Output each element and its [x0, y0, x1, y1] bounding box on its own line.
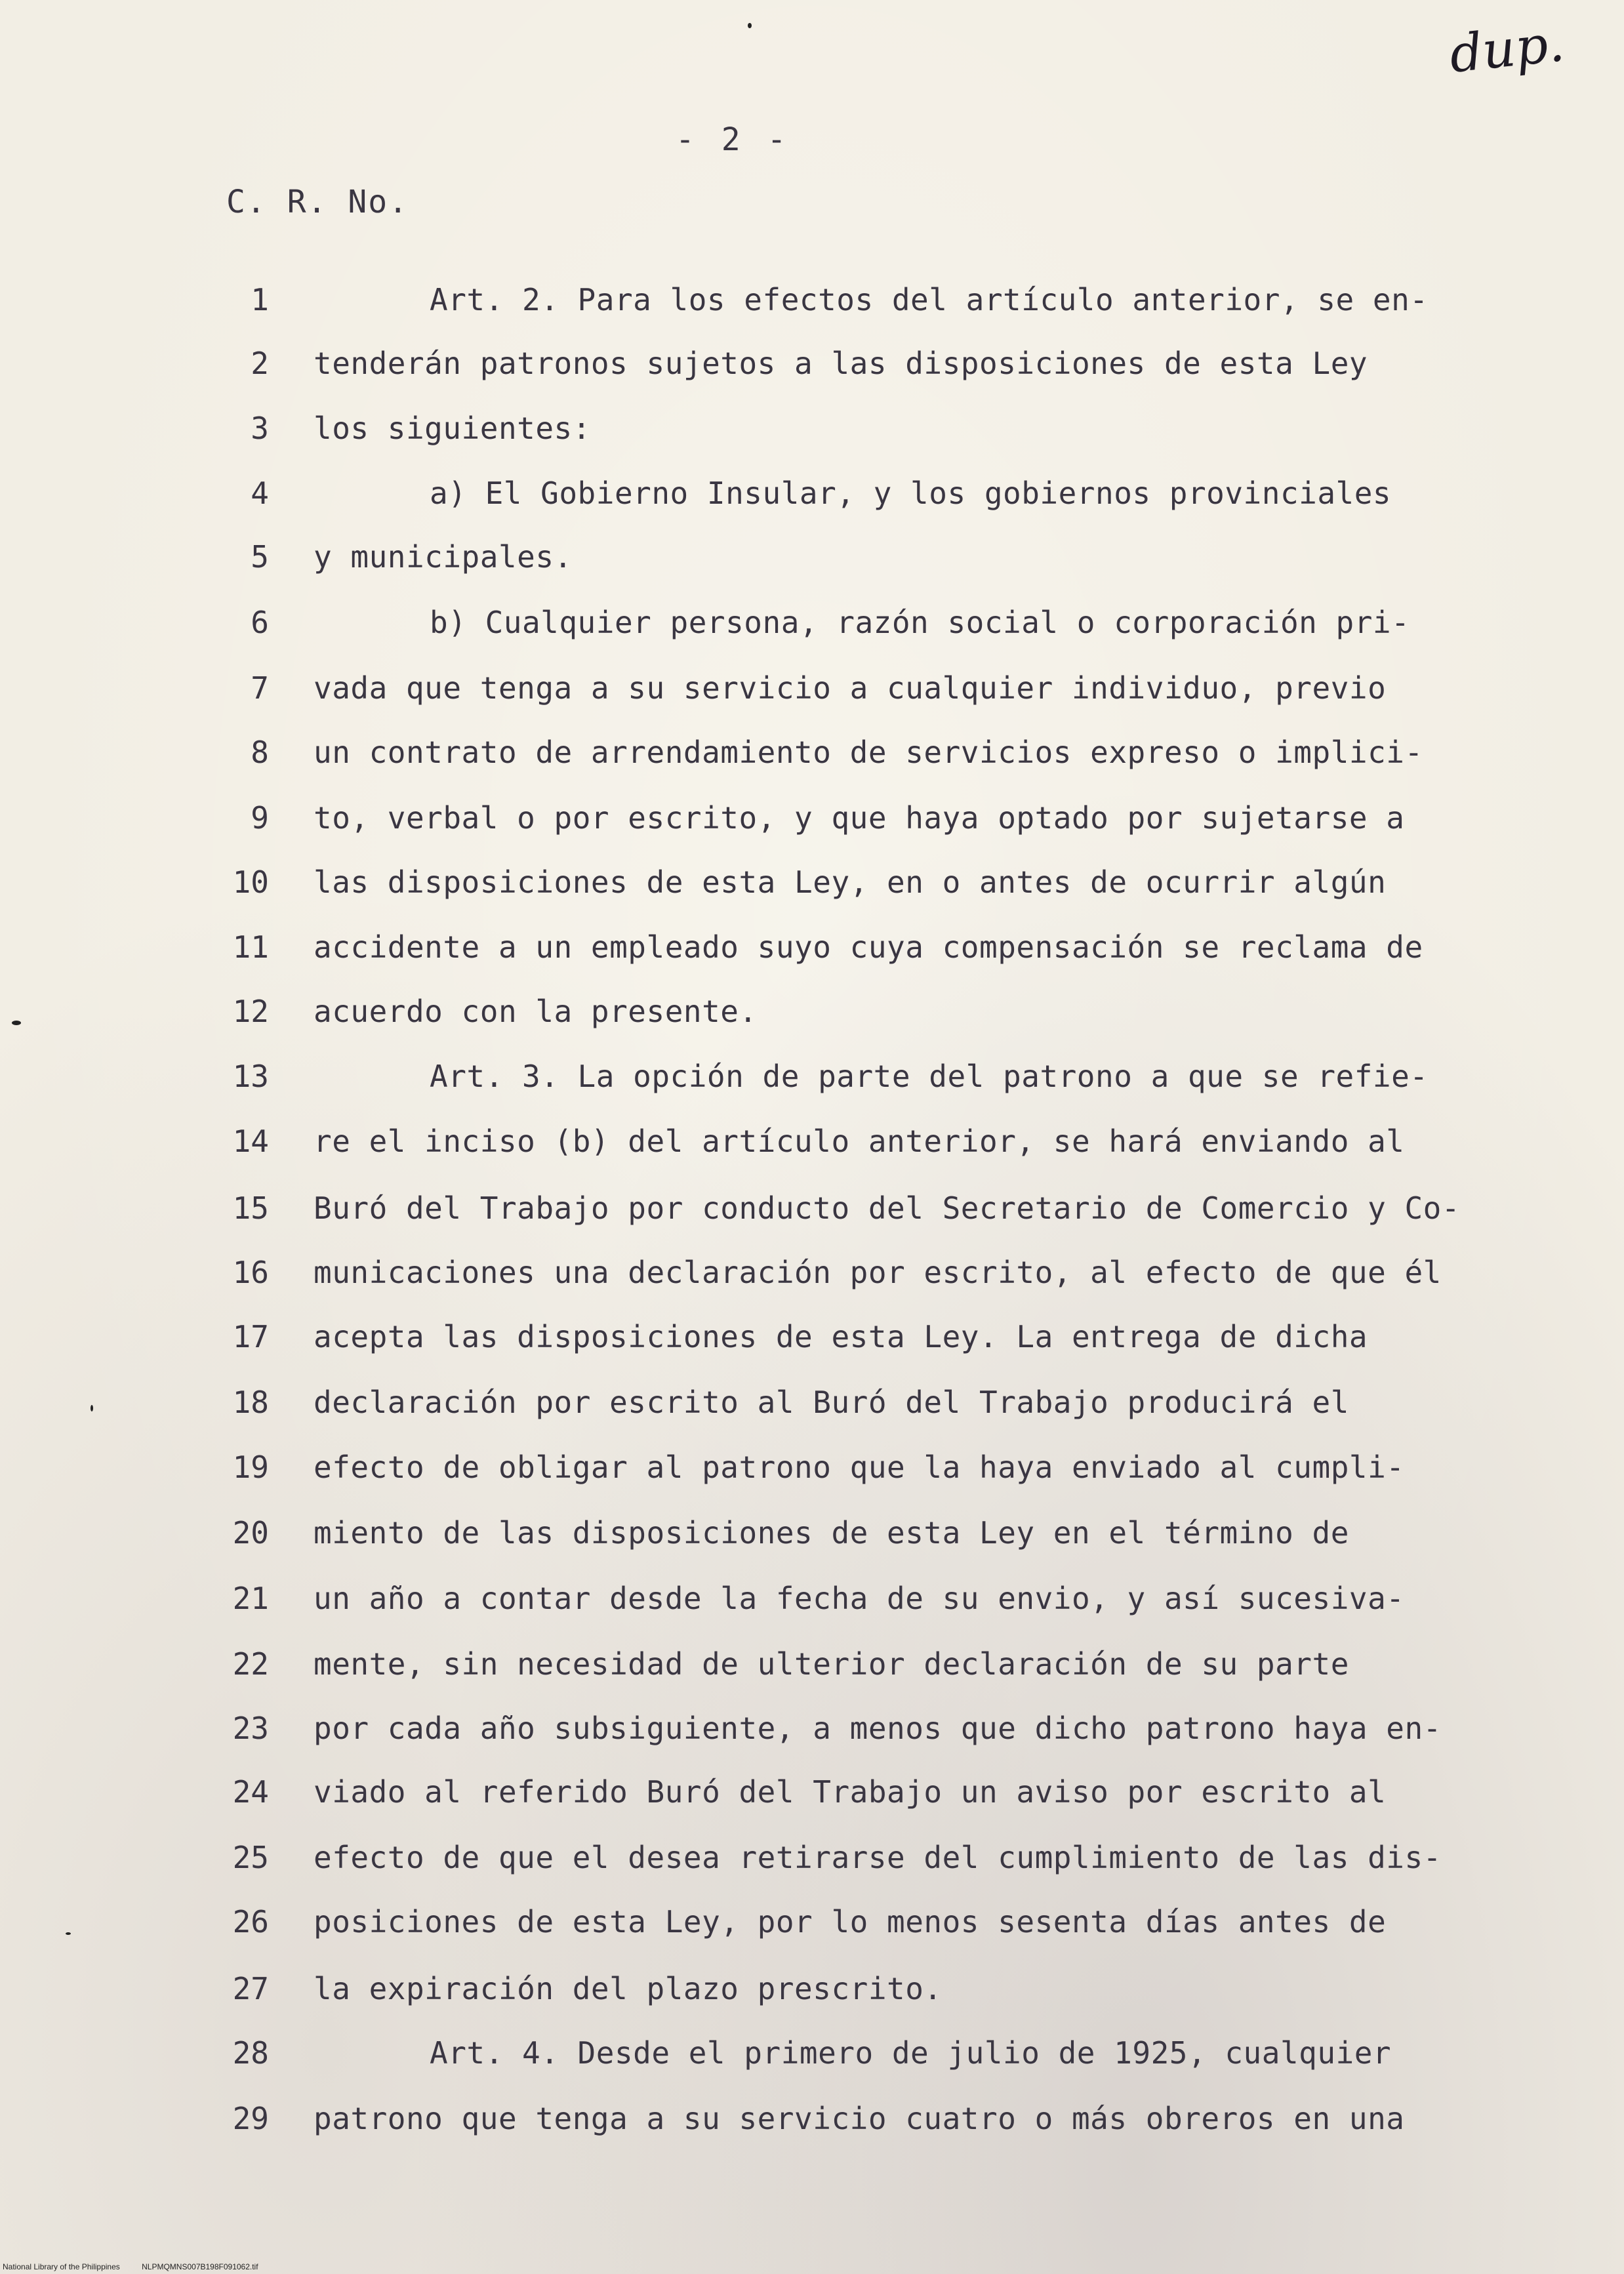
document-line — [0, 670, 1624, 723]
document-line — [0, 1581, 1624, 1633]
cr-number-label: C. R. No. — [226, 184, 409, 220]
ink-speck — [66, 1932, 71, 1935]
document-line — [0, 1904, 1624, 1957]
document-line — [0, 2101, 1624, 2153]
line-number: 11 — [232, 929, 269, 965]
line-text: re el inciso (b) del artículo anterior, se hará enviando al — [314, 1124, 1405, 1159]
line-number: 29 — [232, 2101, 269, 2136]
line-text: Art. 3. La opción de parte del patrono a que se refie- — [430, 1059, 1429, 1094]
line-number: 21 — [232, 1581, 269, 1616]
line-text: posiciones de esta Ley, por lo menos sesenta días antes de — [314, 1904, 1387, 1939]
document-line — [0, 282, 1624, 335]
line-number: 23 — [232, 1711, 269, 1746]
line-text: b) Cualquier persona, razón social o corporación pri- — [430, 605, 1410, 640]
line-text: y municipales. — [314, 539, 573, 575]
document-line — [0, 1450, 1624, 1502]
ink-speck — [91, 1405, 93, 1411]
line-text: a) El Gobierno Insular, y los gobiernos provinciales — [430, 476, 1392, 511]
document-line — [0, 1124, 1624, 1176]
line-text: la expiración del plazo prescrito. — [314, 1971, 943, 2006]
line-text: efecto de obligar al patrono que la haya enviado al cumpli- — [314, 1450, 1405, 1485]
line-text: por cada año subsiguiente, a menos que dicho patrono haya en- — [314, 1711, 1442, 1746]
line-text: Art. 2. Para los efectos del artículo anterior, se en- — [430, 282, 1429, 317]
line-text: Buró del Trabajo por conducto del Secretario de Comercio y Co- — [314, 1190, 1461, 1226]
page-number: - 2 - — [676, 121, 790, 158]
document-line — [0, 994, 1624, 1046]
document-line — [0, 1059, 1624, 1111]
line-number: 7 — [251, 670, 269, 706]
line-text: declaración por escrito al Buró del Trabajo producirá el — [314, 1385, 1349, 1420]
document-line — [0, 539, 1624, 592]
line-number: 3 — [251, 411, 269, 446]
line-number: 5 — [251, 539, 269, 575]
line-text: accidente a un empleado suyo cuya compensación se reclama de — [314, 929, 1423, 965]
ink-speck — [748, 23, 752, 28]
line-text: los siguientes: — [314, 411, 591, 446]
document-line — [0, 605, 1624, 657]
line-number: 19 — [232, 1450, 269, 1485]
line-number: 1 — [251, 282, 269, 317]
line-number: 8 — [251, 735, 269, 770]
line-number: 12 — [232, 994, 269, 1029]
line-number: 6 — [251, 605, 269, 640]
line-number: 28 — [232, 2035, 269, 2071]
document-line — [0, 1840, 1624, 1892]
line-text: Art. 4. Desde el primero de julio de 1925, cualquier — [430, 2035, 1392, 2071]
line-number: 13 — [232, 1059, 269, 1094]
footer — [0, 2262, 1624, 2274]
ink-speck — [12, 1021, 21, 1025]
line-number: 25 — [232, 1840, 269, 1875]
line-text: un año a contar desde la fecha de su envio, y así sucesiva- — [314, 1581, 1405, 1616]
line-text: to, verbal o por escrito, y que haya optado por sujetarse a — [314, 800, 1405, 836]
line-number: 2 — [251, 346, 269, 381]
document-line — [0, 476, 1624, 528]
document-line — [0, 929, 1624, 982]
document-line — [0, 800, 1624, 853]
document-line — [0, 864, 1624, 917]
line-number: 26 — [232, 1904, 269, 1939]
line-number: 22 — [232, 1646, 269, 1682]
line-number: 18 — [232, 1385, 269, 1420]
line-number: 24 — [232, 1774, 269, 1810]
line-text: viado al referido Buró del Trabajo un aviso por escrito al — [314, 1774, 1387, 1810]
document-line — [0, 411, 1624, 463]
line-text: miento de las disposiciones de esta Ley en el término de — [314, 1515, 1349, 1551]
handwritten-annotation: dup. — [1446, 14, 1568, 85]
line-number: 15 — [232, 1190, 269, 1226]
line-text: acuerdo con la presente. — [314, 994, 758, 1029]
line-number: 4 — [251, 476, 269, 511]
line-text: efecto de que el desea retirarse del cumplimiento de las dis- — [314, 1840, 1442, 1875]
line-text: las disposiciones de esta Ley, en o antes de ocurrir algún — [314, 864, 1387, 900]
document-line — [0, 346, 1624, 398]
line-text: patrono que tenga a su servicio cuatro o más obreros en una — [314, 2101, 1405, 2136]
document-line — [0, 735, 1624, 787]
line-number: 27 — [232, 1971, 269, 2006]
document-line — [0, 1190, 1624, 1243]
document-line — [0, 1255, 1624, 1307]
document-line — [0, 1646, 1624, 1699]
document-line — [0, 1774, 1624, 1827]
line-number: 9 — [251, 800, 269, 836]
document-line — [0, 1385, 1624, 1437]
line-text: municaciones una declaración por escrito, al efecto de que él — [314, 1255, 1442, 1290]
document-line — [0, 1711, 1624, 1763]
line-text: tenderán patronos sujetos a las disposiciones de esta Ley — [314, 346, 1368, 381]
line-number: 17 — [232, 1319, 269, 1354]
line-text: acepta las disposiciones de esta Ley. La entrega de dicha — [314, 1319, 1368, 1354]
line-text: vada que tenga a su servicio a cualquier individuo, previo — [314, 670, 1387, 706]
footer-file-id: NLPMQMNS007B198F091062.tif — [142, 2262, 258, 2271]
line-text: mente, sin necesidad de ulterior declaración de su parte — [314, 1646, 1349, 1682]
line-number: 16 — [232, 1255, 269, 1290]
line-number: 14 — [232, 1124, 269, 1159]
document-line — [0, 2035, 1624, 2088]
footer-library: National Library of the Philippines — [3, 2262, 120, 2271]
line-number: 20 — [232, 1515, 269, 1551]
document-line — [0, 1515, 1624, 1568]
document-line — [0, 1971, 1624, 2023]
line-number: 10 — [232, 864, 269, 900]
document-line — [0, 1319, 1624, 1371]
line-text: un contrato de arrendamiento de servicios expreso o implici- — [314, 735, 1423, 770]
